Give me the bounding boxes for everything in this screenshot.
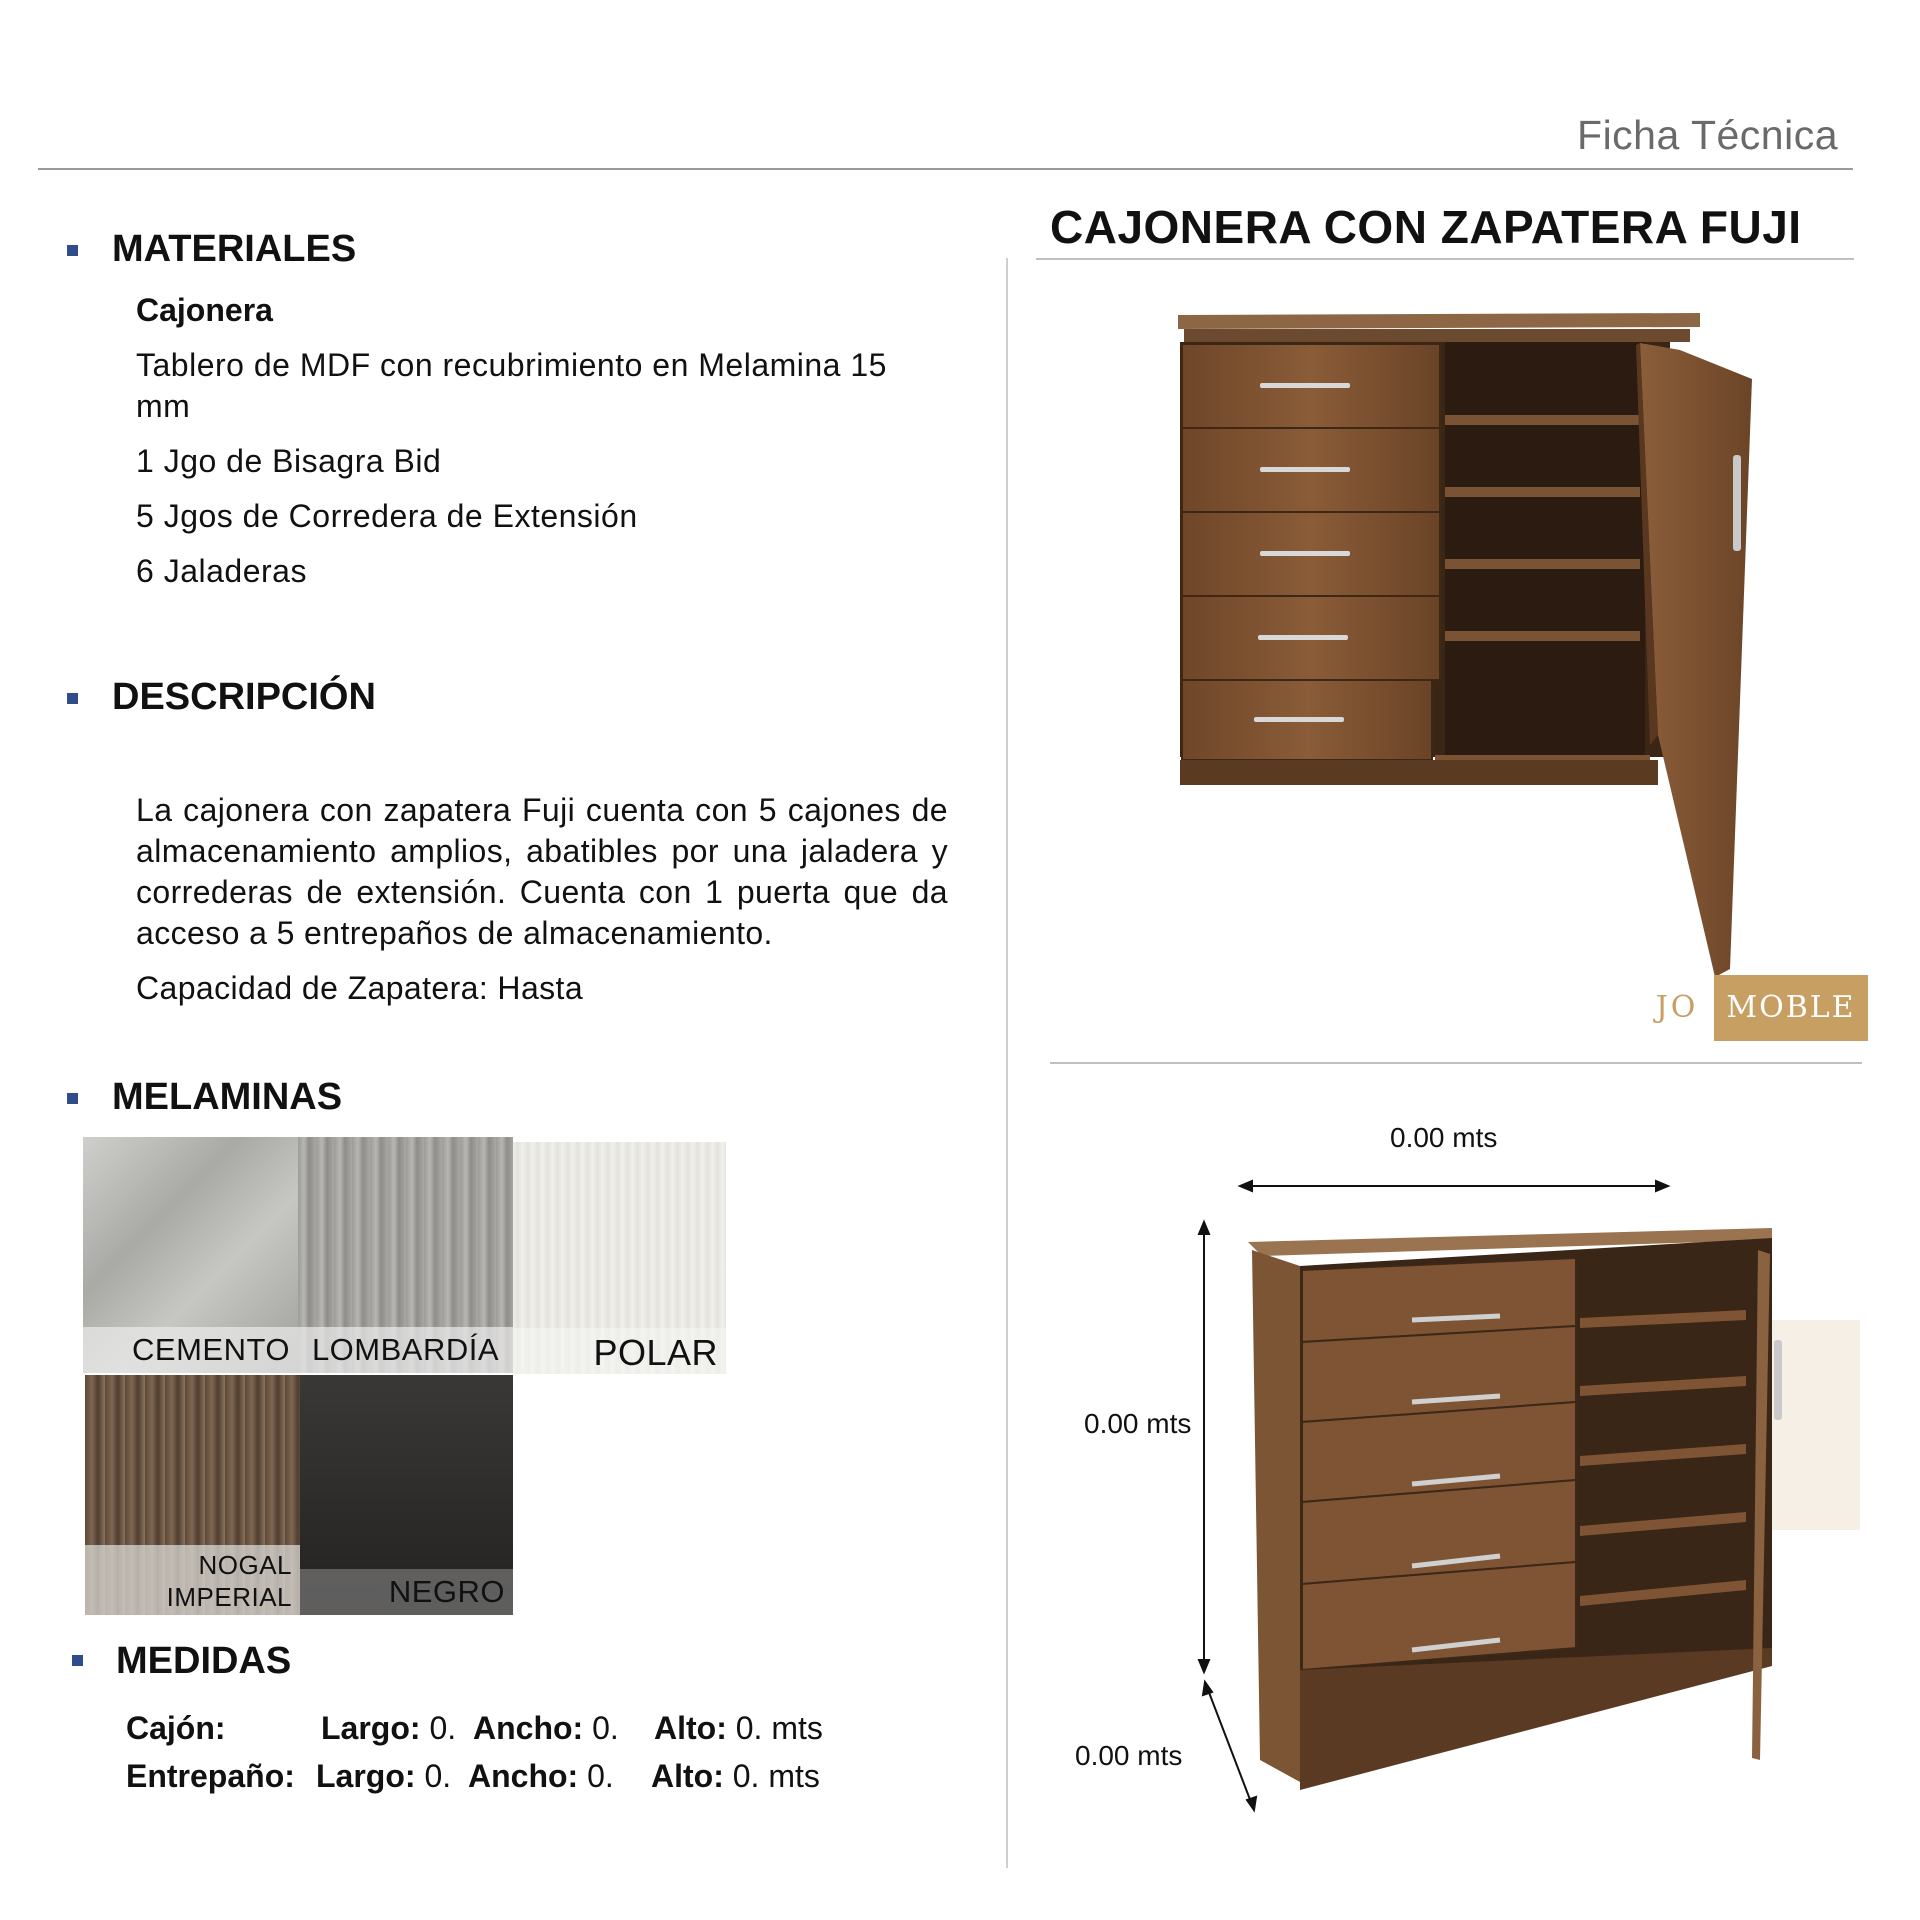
swatch-label: LOMBARDÍA [298, 1327, 513, 1373]
alto-label: Alto: [654, 1710, 727, 1746]
bullet-icon [67, 245, 78, 256]
alto-value: 0. mts [732, 1758, 820, 1794]
product-photo [1170, 305, 1770, 985]
section-divider [1050, 1062, 1862, 1064]
materiales-list [136, 290, 936, 606]
medidas-row-label: Cajón: [126, 1710, 226, 1746]
swatch-label: IMPERIAL [166, 1582, 292, 1612]
material-item: 5 Jgos de Corredera de Extensión [136, 498, 638, 534]
material-item: 1 Jgo de Bisagra Bid [136, 443, 442, 479]
medidas-heading: MEDIDAS [116, 1640, 292, 1682]
bullet-icon [72, 1655, 83, 1666]
descripcion-body [136, 790, 948, 1009]
shelves [1435, 342, 1650, 765]
descripcion-text: La cajonera con zapatera Fuji cuenta con 5 cajones de almacenamiento amplios, abatibles por una jaladera y correderas de extensión. Cuenta con 1 puerta que da acceso a 5 entrepaños de almacenamiento. [136, 792, 948, 951]
alto-label: Alto: [651, 1758, 724, 1794]
swatch-label: NEGRO [300, 1569, 513, 1615]
medidas-row [126, 1704, 926, 1752]
column-divider [1006, 258, 1008, 1868]
swatch-label: NOGAL [198, 1550, 292, 1580]
document-type-label: Ficha Técnica [1577, 112, 1838, 158]
height-arrow [1199, 1222, 1209, 1672]
swatch-cemento [83, 1137, 298, 1373]
swatch-label: POLAR [513, 1328, 726, 1374]
dimension-diagram [1180, 1170, 1870, 1830]
largo-label: Largo: [316, 1758, 416, 1794]
material-item: Tablero de MDF con recubrimiento en Melamina 15 mm [136, 347, 887, 424]
height-dimension-label: 0.00 mts [1084, 1408, 1192, 1439]
materiales-subheading: Cajonera [136, 292, 273, 328]
swatch-negro [300, 1375, 513, 1615]
swatch-nogal-imperial [85, 1375, 300, 1615]
width-dimension-label: 0.00 mts [1390, 1122, 1498, 1153]
medidas-row [126, 1752, 926, 1800]
width-arrow [1240, 1181, 1668, 1191]
melaminas-heading: MELAMINAS [112, 1076, 343, 1118]
swatch-polar [513, 1142, 726, 1374]
ancho-value: 0. [592, 1710, 619, 1746]
depth-dimension-label: 0.00 mts [1075, 1740, 1183, 1771]
capacidad-text: Capacidad de Zapatera: Hasta [136, 970, 584, 1006]
medidas-row-label: Entrepaño: [126, 1758, 295, 1794]
drawers [1182, 344, 1440, 760]
bullet-icon [67, 1093, 78, 1104]
brand-logo [1640, 975, 1868, 1041]
swatch-label: CEMENTO [83, 1327, 298, 1373]
brand-logo-part2: MOBLE [1714, 975, 1868, 1041]
alto-value: 0. mts [735, 1710, 823, 1746]
material-item: 6 Jaladeras [136, 553, 307, 589]
diagram-drawers [1302, 1258, 1576, 1670]
ancho-label: Ancho: [468, 1758, 579, 1794]
brand-logo-part1: JO [1640, 975, 1714, 1041]
swatch-label-group [85, 1545, 300, 1615]
header-divider [38, 168, 1853, 170]
bullet-icon [67, 693, 78, 704]
title-divider [1036, 258, 1854, 260]
swatch-lombardia [298, 1137, 513, 1373]
materiales-heading: MATERIALES [112, 228, 357, 270]
largo-value: 0. [429, 1710, 457, 1746]
ancho-label: Ancho: [473, 1710, 584, 1746]
depth-arrow [1203, 1682, 1256, 1810]
medidas-table [126, 1704, 926, 1800]
descripcion-heading: DESCRIPCIÓN [112, 676, 376, 718]
largo-value: 0. [424, 1758, 452, 1794]
product-title: CAJONERA CON ZAPATERA FUJI [1050, 201, 1802, 253]
largo-label: Largo: [321, 1710, 421, 1746]
ancho-value: 0. [587, 1758, 614, 1794]
